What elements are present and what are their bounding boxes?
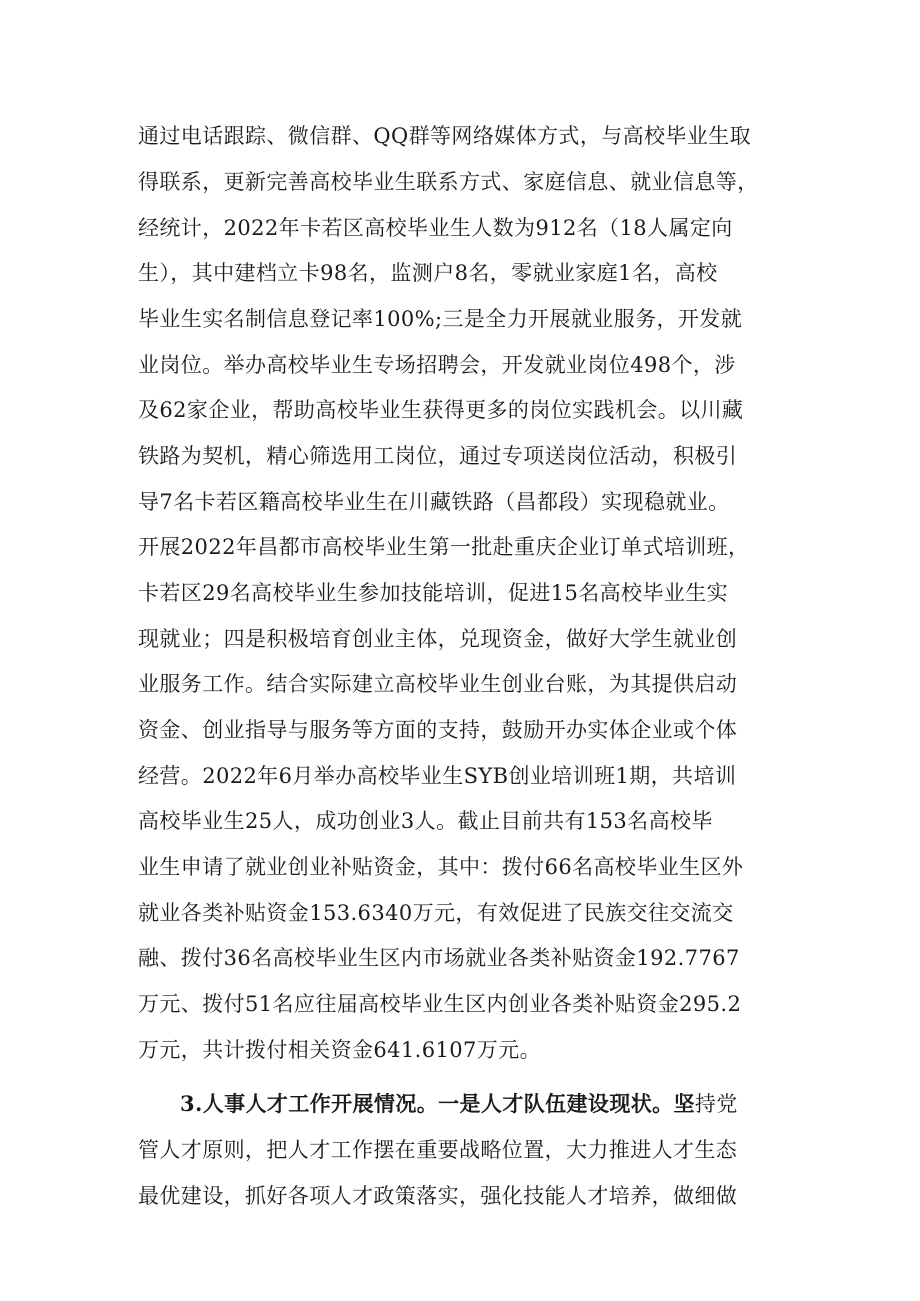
body-text-line-9: 导7名卡若区籍高校毕业生在川藏铁路（昌都段）实现稳就业。 xyxy=(138,490,730,514)
section-3-heading-line xyxy=(180,1090,798,1118)
body-text-line-21: 万元，共计拨付相关资金641.6107万元。 xyxy=(138,1038,541,1062)
body-text-line-5: 毕业生实名制信息登记率100%;三是全力开展就业服务，开发就 xyxy=(138,307,743,331)
body-text-line-4: 生），其中建档立卡98名，监测户8名，零就业家庭1名，高校 xyxy=(138,261,718,285)
body-text-line-3: 经统计，2022年卡若区高校毕业生人数为912名（18人属定向 xyxy=(138,216,733,240)
body-text-line-2: 得联系，更新完善高校毕业生联系方式、家庭信息、就业信息等， xyxy=(138,170,759,194)
body-text-line-11: 卡若区29名高校毕业生参加技能培训，促进15名高校毕业生实 xyxy=(138,581,729,605)
body-text-line-10: 开展2022年昌都市高校毕业生第一批赴重庆企业订单式培训班， xyxy=(138,535,750,559)
body-text-line-1: 通过电话跟踪、微信群、QQ群等网络媒体方式，与高校毕业生取 xyxy=(138,124,752,148)
body-text-line-20: 万元、拨付51名应往届高校毕业生区内创业各类补贴资金295.2 xyxy=(138,992,742,1016)
body-text-line-14: 资金、创业指导与服务等方面的支持，鼓励开办实体企业或个体 xyxy=(138,718,738,742)
body-text-line-17: 业生申请了就业创业补贴资金，其中：拨付66名高校毕业生区外 xyxy=(138,855,744,879)
body-text-line-6: 业岗位。举办高校毕业生专场招聘会，开发就业岗位498个，涉 xyxy=(138,353,736,377)
body-text-line-12: 现就业；四是积极培育创业主体，兑现资金，做好大学生就业创 xyxy=(138,627,738,651)
body-text-line-16: 高校毕业生25人，成功创业3人。截止目前共有153名高校毕 xyxy=(138,809,713,833)
section-3-bold-lead: 3.人事人才工作开展情况。一是人才队伍建设现状。坚 xyxy=(180,1091,695,1116)
body-text-line-8: 铁路为契机，精心筛选用工岗位，通过专项送岗位活动，积极引 xyxy=(138,444,738,468)
body-text-line-18: 就业各类补贴资金153.6340万元，有效促进了民族交往交流交 xyxy=(138,901,734,925)
body-text-line-15: 经营。2022年6月举办高校毕业生SYB创业培训班1期，共培训 xyxy=(138,764,737,788)
body-text-line-13: 业服务工作。结合实际建立高校毕业生创业台账，为其提供启动 xyxy=(138,672,738,696)
section-3-lead-rest: 持党 xyxy=(694,1092,738,1116)
body-text-line-7: 及62家企业，帮助高校毕业生获得更多的岗位实践机会。以川藏 xyxy=(138,398,744,422)
section-3-line-3: 最优建设，抓好各项人才政策落实，强化技能人才培养，做细做 xyxy=(138,1184,738,1208)
body-text-line-19: 融、拨付36名高校毕业生区内市场就业各类补贴资金192.7767 xyxy=(138,946,740,970)
section-3-line-2: 管人才原则，把人才工作摆在重要战略位置，大力推进人才生态 xyxy=(138,1138,738,1162)
